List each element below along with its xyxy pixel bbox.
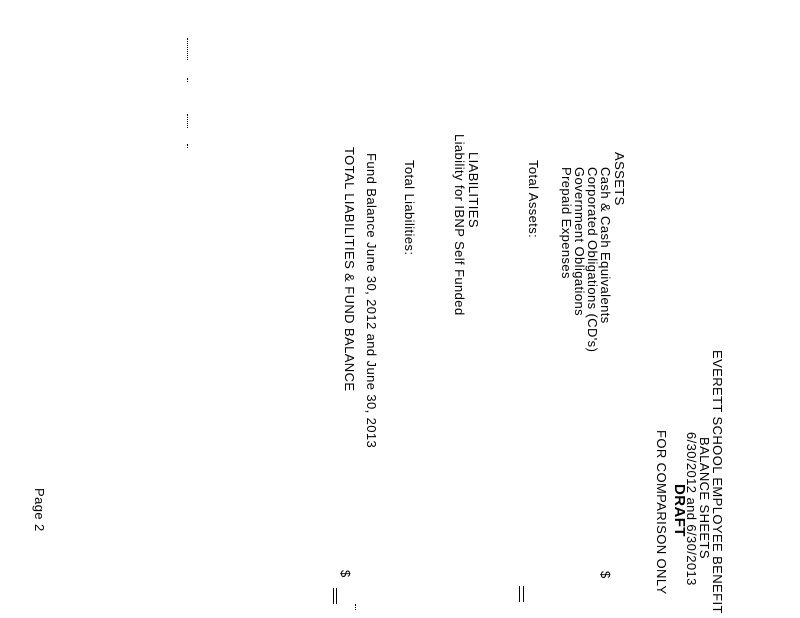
margin-mark [187, 38, 189, 60]
fund-balance-label: Fund Balance June 30, 2012 and June 30, 2013 [364, 153, 379, 449]
total-assets-label: Total Assets: [526, 160, 541, 239]
header-subtitle: BALANCE SHEETS [697, 437, 712, 559]
header-title: EVERETT SCHOOL EMPLOYEE BENEFIT [710, 350, 725, 614]
grand-total-label: TOTAL LIABILITIES & FUND BALANCE [342, 147, 357, 392]
currency-symbol-total: $ [338, 570, 353, 578]
liability-item-ibnp: Liability for IBNP Self Funded [452, 134, 467, 316]
header-draft: DRAFT [671, 484, 688, 537]
margin-mark [187, 144, 189, 148]
small-tick [355, 604, 357, 610]
asset-item-cash: Cash & Cash Equivalents [598, 167, 613, 324]
asset-item-prepaid: Prepaid Expenses [559, 167, 574, 279]
currency-symbol-assets: $ [598, 571, 613, 579]
assets-heading: ASSETS [612, 152, 627, 206]
liabilities-heading: LIABILITIES [466, 152, 481, 228]
header-comparison-note: FOR COMPARISON ONLY [654, 430, 669, 595]
margin-mark [187, 114, 189, 128]
asset-item-government: Government Obligations [572, 167, 587, 316]
margin-mark [187, 78, 189, 82]
total-assets-underline [519, 586, 524, 602]
header-dates: 6/30/2012 and 6/30/2013 [684, 432, 699, 586]
grand-total-underline [333, 588, 339, 604]
total-liabilities-label: Total Liabilities: [402, 160, 417, 256]
page-number: Page 2 [32, 488, 47, 532]
asset-item-cds: Corporated Obligations (CD's) [585, 167, 600, 353]
